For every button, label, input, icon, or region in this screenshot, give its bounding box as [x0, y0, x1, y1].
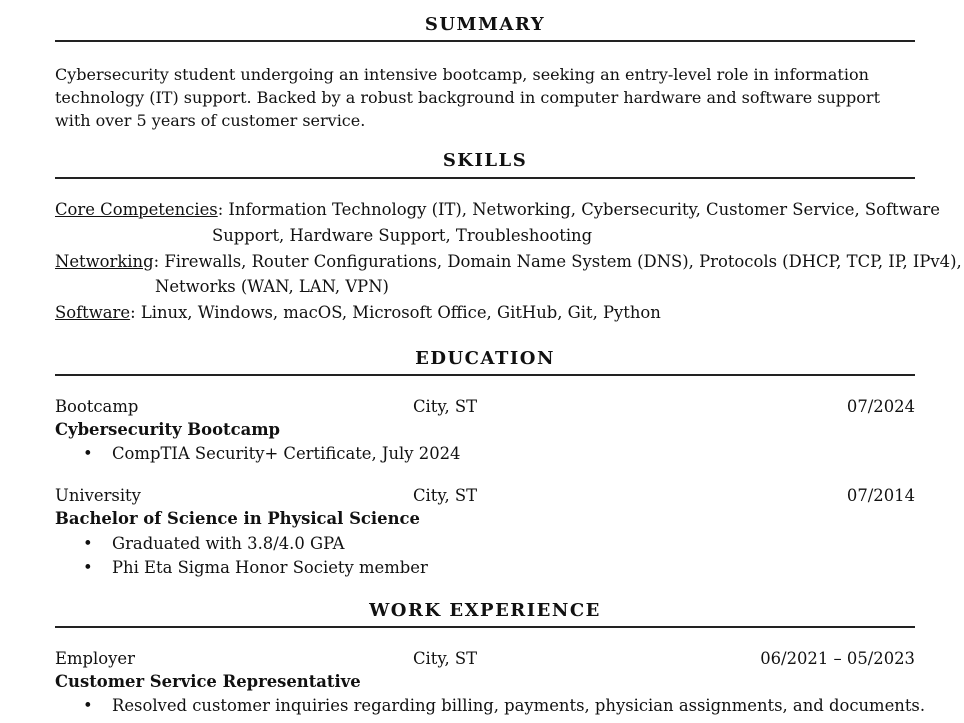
- skill-values-continued: Networks (WAN, LAN, VPN): [155, 277, 389, 296]
- education-date: 07/2014: [846, 486, 915, 505]
- education-heading: EDUCATION: [415, 348, 555, 369]
- degree-title: Bachelor of Science in Physical Science: [55, 509, 420, 528]
- skill-values: : Information Technology (IT), Networking, Cybersecurity, Customer Service, Software: [217, 200, 940, 219]
- institution-location: City, ST: [413, 486, 478, 505]
- list-item-text: Graduated with 3.8/4.0 GPA: [112, 534, 345, 553]
- skill-label: Networking: [55, 252, 154, 271]
- skill-values: : Linux, Windows, macOS, Microsoft Office, GitHub, Git, Python: [130, 303, 661, 322]
- institution-location: City, ST: [413, 397, 478, 416]
- education-entry-header: [55, 396, 915, 418]
- skills-heading: SKILLS: [442, 150, 528, 171]
- list-item-text: Resolved customer inquiries regarding billing, payments, physician assignments, and documents.: [112, 696, 926, 715]
- employer-location: City, ST: [413, 649, 478, 668]
- education-date: 07/2024: [846, 397, 915, 416]
- list-item-text: CompTIA Security+ Certificate, July 2024: [112, 444, 461, 463]
- skill-values: : Firewalls, Router Configurations, Domain Name System (DNS), Protocols (DHCP, TCP, IP, IPv4),: [153, 252, 962, 271]
- skill-label: Core Competencies: [55, 200, 218, 219]
- job-title: Customer Service Representative: [55, 672, 361, 691]
- work-experience-heading: WORK EXPERIENCE: [369, 600, 601, 621]
- skill-core-competencies: [55, 197, 940, 223]
- summary-heading: SUMMARY: [424, 14, 546, 35]
- summary-divider: [55, 40, 915, 42]
- education-divider: [55, 374, 915, 376]
- summary-text: Cybersecurity student undergoing an intensive bootcamp, seeking an entry-level role in information technology (IT) support. Backed by a robust background in computer hardware and software support with over 5 years of customer service.: [55, 65, 880, 130]
- bullet-icon: •: [83, 534, 93, 553]
- institution-name: University: [55, 486, 141, 505]
- skill-networking: [55, 249, 962, 275]
- institution-name: Bootcamp: [55, 397, 139, 416]
- bullet-icon: •: [83, 558, 93, 577]
- list-item-text: Phi Eta Sigma Honor Society member: [112, 558, 428, 577]
- skill-software: [55, 300, 915, 326]
- skills-divider: [55, 177, 915, 179]
- education-entry-header: [55, 485, 915, 507]
- employer-name: Employer: [55, 649, 135, 668]
- skill-label: Software: [55, 303, 131, 322]
- work-experience-divider: [55, 626, 915, 628]
- work-entry-header: [55, 648, 915, 670]
- employment-dates: 06/2021 – 05/2023: [760, 649, 915, 668]
- bullet-icon: •: [83, 444, 93, 463]
- degree-title: Cybersecurity Bootcamp: [55, 420, 281, 439]
- skill-values-continued: Support, Hardware Support, Troubleshooting: [212, 226, 593, 245]
- bullet-icon: •: [83, 696, 93, 715]
